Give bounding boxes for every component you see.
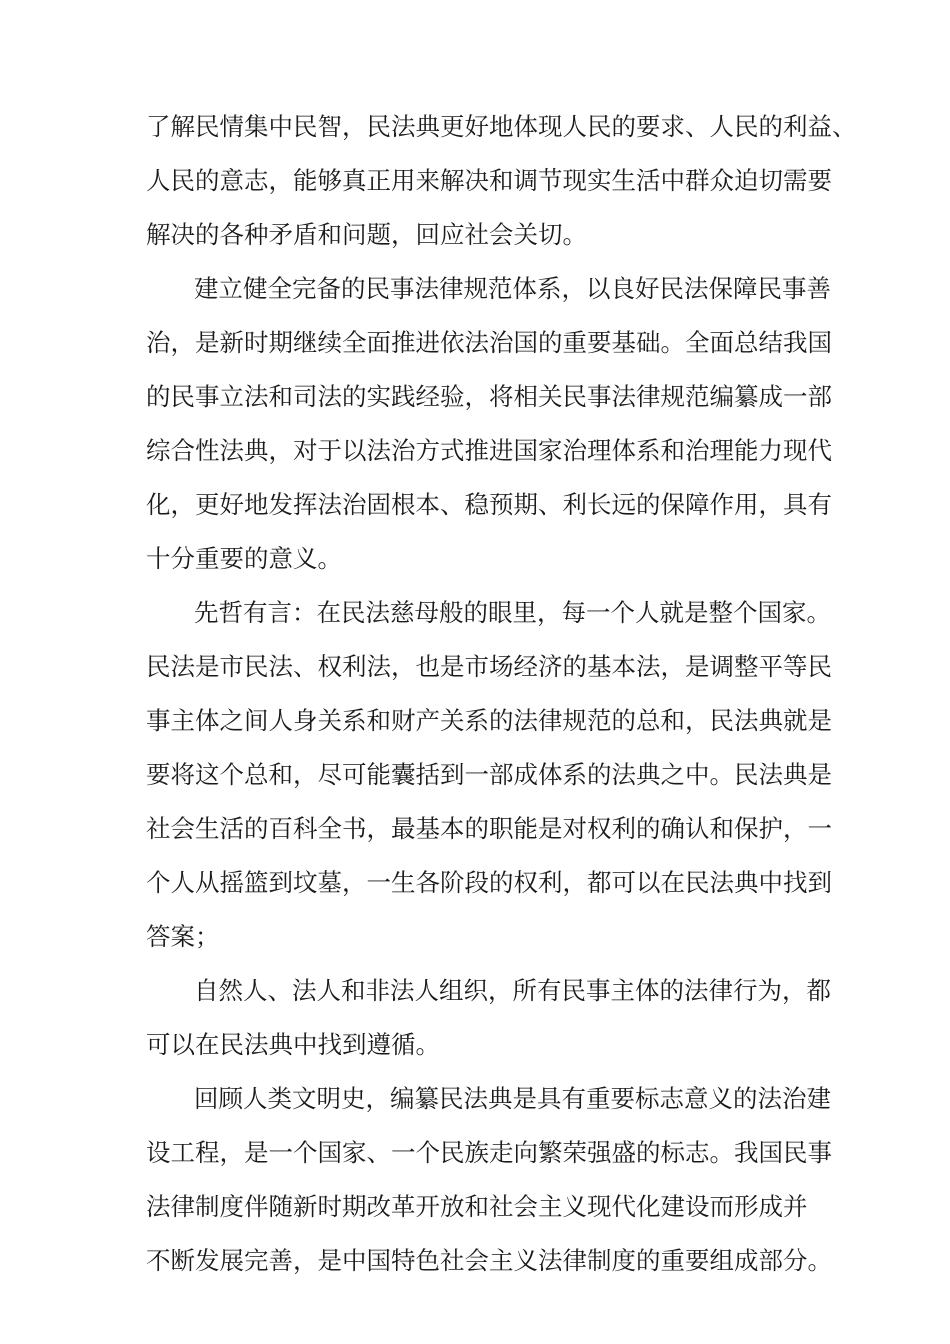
text-line: 可以在民法典中找到遵循。 — [146, 1030, 440, 1059]
text-line: 综合性法典，对于以法治方式推进国家治理体系和治理能力现代 — [146, 436, 832, 465]
document-body — [146, 100, 857, 1288]
text-line: 人民的意志，能够真正用来解决和调节现实生活中群众迫切需要 — [146, 166, 832, 195]
text-line: 解决的各种矛盾和问题，回应社会关切。 — [146, 220, 587, 249]
text-line: 设工程，是一个国家、一个民族走向繁荣强盛的标志。我国民事 — [146, 1138, 832, 1167]
text-line: 治，是新时期继续全面推进依法治国的重要基础。全面总结我国 — [146, 328, 832, 357]
text-line: 事主体之间人身关系和财产关系的法律规范的总和，民法典就是 — [146, 706, 832, 735]
paragraph-first-line: 回顾人类文明史，编纂民法典是具有重要标志意义的法治建 — [194, 1084, 831, 1113]
text-line: 十分重要的意义。 — [146, 544, 342, 573]
text-line: 民法是市民法、权利法，也是市场经济的基本法，是调整平等民 — [146, 652, 832, 681]
text-line: 答案； — [146, 922, 220, 951]
text-line: 法律制度伴随新时期改革开放和社会主义现代化建设而形成并 — [146, 1192, 808, 1221]
text-line: 的民事立法和司法的实践经验，将相关民事法律规范编纂成一部 — [146, 382, 832, 411]
paragraph-first-line: 先哲有言：在民法慈母般的眼里，每一个人就是整个国家。 — [194, 598, 831, 627]
text-line: 了解民情集中民智，民法典更好地体现人民的要求、人民的利益、 — [146, 112, 857, 141]
text-line: 个人从摇篮到坟墓，一生各阶段的权利，都可以在民法典中找到 — [146, 868, 832, 897]
paragraph-first-line: 自然人、法人和非法人组织，所有民事主体的法律行为，都 — [194, 976, 831, 1005]
text-line: 要将这个总和，尽可能囊括到一部成体系的法典之中。民法典是 — [146, 760, 832, 789]
paragraph-first-line: 建立健全完备的民事法律规范体系，以良好民法保障民事善 — [194, 274, 831, 303]
text-line: 化，更好地发挥法治固根本、稳预期、利长远的保障作用，具有 — [146, 490, 832, 519]
text-line: 社会生活的百科全书，最基本的职能是对权利的确认和保护，一 — [146, 814, 832, 843]
text-line: 不断发展完善，是中国特色社会主义法律制度的重要组成部分。 — [146, 1246, 832, 1275]
